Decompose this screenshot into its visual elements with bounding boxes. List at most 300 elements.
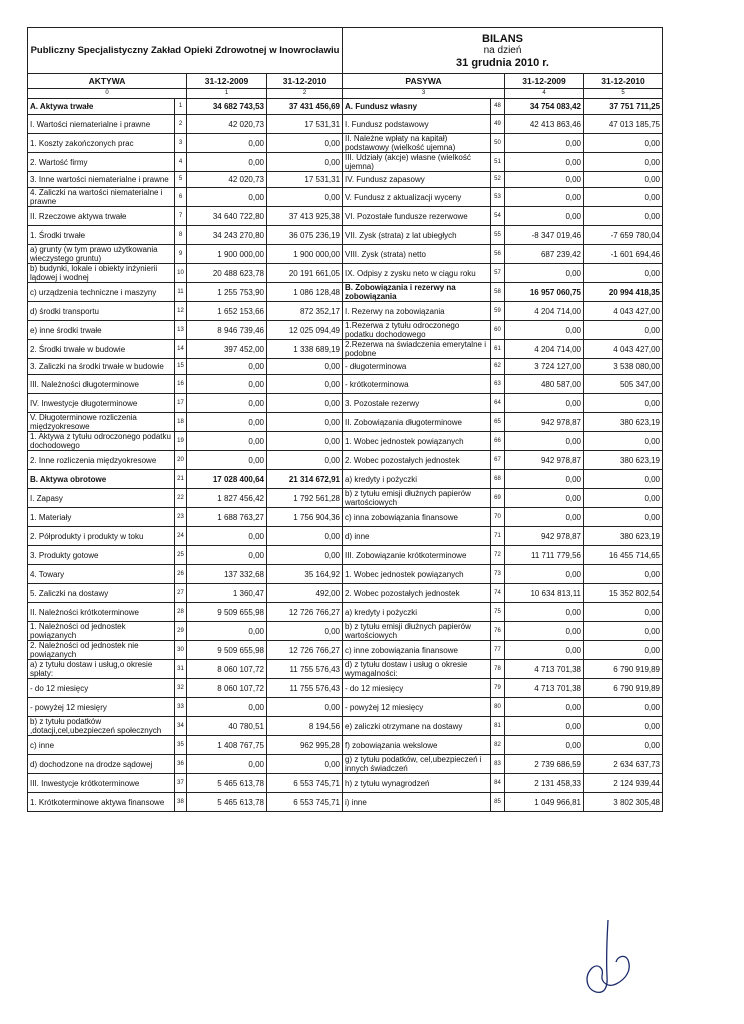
aktywa-value-2009: 1 688 763,27 xyxy=(187,508,267,527)
pasywa-label: 2. Wobec pozostałych jednostek xyxy=(343,584,491,603)
aktywa-row-number: 24 xyxy=(175,527,187,546)
aktywa-value-2009: 1 652 153,66 xyxy=(187,302,267,321)
aktywa-label: 1. Należności od jednostek powiązanych xyxy=(28,622,175,641)
aktywa-row-number: 8 xyxy=(175,226,187,245)
pasywa-row-number: 81 xyxy=(491,717,505,736)
aktywa-row-number: 11 xyxy=(175,283,187,302)
aktywa-value-2009: 1 408 767,75 xyxy=(187,736,267,755)
aktywa-row-number: 30 xyxy=(175,641,187,660)
pasywa-label: III. Zobowiązanie krótkoterminowe xyxy=(343,546,491,565)
pasywa-row-number: 66 xyxy=(491,432,505,451)
aktywa-value-2010: 12 726 766,27 xyxy=(267,603,343,622)
table-row xyxy=(28,565,663,584)
aktywa-value-2010: 12 726 766,27 xyxy=(267,641,343,660)
aktywa-value-2010: 0,00 xyxy=(267,134,343,153)
aktywa-value-2009: 0,00 xyxy=(187,188,267,207)
table-row xyxy=(28,736,663,755)
pasywa-value-2009: 0,00 xyxy=(505,717,584,736)
aktywa-value-2009: 8 060 107,72 xyxy=(187,660,267,679)
aktywa-row-number: 12 xyxy=(175,302,187,321)
aktywa-row-number: 25 xyxy=(175,546,187,565)
aktywa-label: c) urządzenia techniczne i maszyny xyxy=(28,283,175,302)
pasywa-value-2010: 0,00 xyxy=(584,394,663,413)
aktywa-value-2009: 34 640 722,80 xyxy=(187,207,267,226)
aktywa-label: 2. Wartość firmy xyxy=(28,153,175,172)
aktywa-row-number: 22 xyxy=(175,489,187,508)
table-row xyxy=(28,508,663,527)
aktywa-value-2009: 0,00 xyxy=(187,527,267,546)
aktywa-value-2009: 8 946 739,46 xyxy=(187,321,267,340)
pasywa-value-2009: 0,00 xyxy=(505,264,584,283)
pasywa-value-2010: 2 634 637,73 xyxy=(584,755,663,774)
pasywa-value-2009: 0,00 xyxy=(505,134,584,153)
pasywa-value-2009: 0,00 xyxy=(505,172,584,188)
pasywa-label: c) inna zobowiązania finansowe xyxy=(343,508,491,527)
table-row xyxy=(28,226,663,245)
aktywa-value-2009: 1 360,47 xyxy=(187,584,267,603)
aktywa-row-number: 38 xyxy=(175,793,187,812)
pasywa-value-2009: 2 131 458,33 xyxy=(505,774,584,793)
aktywa-value-2010: 0,00 xyxy=(267,359,343,375)
pasywa-value-2009: 42 413 863,46 xyxy=(505,115,584,134)
aktywa-row-number: 18 xyxy=(175,413,187,432)
table-row xyxy=(28,188,663,207)
table-row xyxy=(28,641,663,660)
pasywa-label: III. Udziały (akcje) własne (wielkość ujemna) xyxy=(343,153,491,172)
pasywa-row-number: 71 xyxy=(491,527,505,546)
aktywa-value-2010: 1 792 561,28 xyxy=(267,489,343,508)
aktywa-label: b) budynki, lokale i obiekty inżynierii lądowej i wodnej xyxy=(28,264,175,283)
pasywa-row-number: 59 xyxy=(491,302,505,321)
aktywa-row-number: 7 xyxy=(175,207,187,226)
aktywa-row-number: 1 xyxy=(175,99,187,115)
aktywa-row-number: 10 xyxy=(175,264,187,283)
pasywa-label: h) z tytułu wynagrodzeń xyxy=(343,774,491,793)
aktywa-row-number: 19 xyxy=(175,432,187,451)
table-row xyxy=(28,134,663,153)
table-row xyxy=(28,413,663,432)
pasywa-value-2010: 0,00 xyxy=(584,321,663,340)
table-row xyxy=(28,603,663,622)
aktywa-row-number: 33 xyxy=(175,698,187,717)
pasywa-value-2010: 4 043 427,00 xyxy=(584,302,663,321)
pasywa-value-2010: 0,00 xyxy=(584,153,663,172)
aktywa-row-number: 36 xyxy=(175,755,187,774)
aktywa-row-number: 15 xyxy=(175,359,187,375)
pasywa-value-2009: 0,00 xyxy=(505,188,584,207)
pasywa-label: a) kredyty i pożyczki xyxy=(343,603,491,622)
pasywa-value-2010: 0,00 xyxy=(584,264,663,283)
pasywa-label: 1. Wobec jednostek powiązanych xyxy=(343,432,491,451)
aktywa-value-2009: 34 243 270,80 xyxy=(187,226,267,245)
table-row xyxy=(28,622,663,641)
pasywa-value-2009: 0,00 xyxy=(505,622,584,641)
aktywa-row-number: 6 xyxy=(175,188,187,207)
table-row xyxy=(28,172,663,188)
pasywa-value-2009: 0,00 xyxy=(505,394,584,413)
pasywa-value-2009: 0,00 xyxy=(505,698,584,717)
aktywa-value-2010: 492,00 xyxy=(267,584,343,603)
pasywa-value-2009: 0,00 xyxy=(505,508,584,527)
balance-rows xyxy=(28,99,663,812)
aktywa-value-2009: 397 452,00 xyxy=(187,340,267,359)
aktywa-label: IV. Inwestycje długoterminowe xyxy=(28,394,175,413)
table-row xyxy=(28,527,663,546)
aktywa-label: d) środki transportu xyxy=(28,302,175,321)
pasywa-value-2010: 3 538 080,00 xyxy=(584,359,663,375)
pasywa-label: I. Fundusz podstawowy xyxy=(343,115,491,134)
pasywa-row-number: 74 xyxy=(491,584,505,603)
aktywa-value-2009: 9 509 655,98 xyxy=(187,603,267,622)
aktywa-value-2010: 37 413 925,38 xyxy=(267,207,343,226)
pasywa-value-2009: 0,00 xyxy=(505,489,584,508)
aktywa-value-2010: 11 755 576,43 xyxy=(267,679,343,698)
aktywa-value-2009: 5 465 613,78 xyxy=(187,774,267,793)
aktywa-value-2009: 0,00 xyxy=(187,413,267,432)
pasywa-value-2010: 380 623,19 xyxy=(584,527,663,546)
pasywa-label: f) zobowiązania wekslowe xyxy=(343,736,491,755)
aktywa-value-2010: 6 553 745,71 xyxy=(267,774,343,793)
aktywa-row-number: 29 xyxy=(175,622,187,641)
table-row xyxy=(28,451,663,470)
pasywa-row-number: 55 xyxy=(491,226,505,245)
pasywa-value-2010: 505 347,00 xyxy=(584,375,663,394)
pasywa-value-2009: 4 204 714,00 xyxy=(505,340,584,359)
aktywa-value-2009: 34 682 743,53 xyxy=(187,99,267,115)
pasywa-value-2010: 0,00 xyxy=(584,207,663,226)
pasywa-row-number: 82 xyxy=(491,736,505,755)
aktywa-value-2010: 0,00 xyxy=(267,394,343,413)
pasywa-value-2010: 0,00 xyxy=(584,736,663,755)
aktywa-label: 2. Środki trwałe w budowie xyxy=(28,340,175,359)
pasywa-label: b) z tytułu emisji dłużnych papierów wartościowych xyxy=(343,489,491,508)
aktywa-label: III. Inwestycje krótkoterminowe xyxy=(28,774,175,793)
aktywa-row-number: 26 xyxy=(175,565,187,584)
pasywa-value-2009: 0,00 xyxy=(505,470,584,489)
aktywa-label: II. Należności krótkoterminowe xyxy=(28,603,175,622)
pasywa-value-2009: 4 713 701,38 xyxy=(505,679,584,698)
pasywa-value-2010: 0,00 xyxy=(584,508,663,527)
aktywa-value-2009: 42 020,73 xyxy=(187,172,267,188)
aktywa-value-2009: 5 465 613,78 xyxy=(187,793,267,812)
pasywa-label: IV. Fundusz zapasowy xyxy=(343,172,491,188)
aktywa-value-2009: 0,00 xyxy=(187,698,267,717)
aktywa-label: I. Zapasy xyxy=(28,489,175,508)
pasywa-value-2009: 480 587,00 xyxy=(505,375,584,394)
aktywa-value-2009: 1 827 456,42 xyxy=(187,489,267,508)
pasywa-value-2009: 11 711 779,56 xyxy=(505,546,584,565)
pasywa-row-number: 85 xyxy=(491,793,505,812)
aktywa-value-2009: 0,00 xyxy=(187,375,267,394)
pasywa-value-2010: 0,00 xyxy=(584,172,663,188)
aktywa-value-2009: 0,00 xyxy=(187,451,267,470)
table-row xyxy=(28,153,663,172)
pasywa-value-2009: 687 239,42 xyxy=(505,245,584,264)
pasywa-label: - do 12 miesięcy xyxy=(343,679,491,698)
aktywa-value-2010: 21 314 672,91 xyxy=(267,470,343,489)
pasywa-row-number: 67 xyxy=(491,451,505,470)
aktywa-value-2010: 0,00 xyxy=(267,527,343,546)
pasywa-row-number: 69 xyxy=(491,489,505,508)
pasywa-label: d) z tytułu dostaw i usług o okresie wymagalności: xyxy=(343,660,491,679)
pasywa-label: VII. Zysk (strata) z lat ubiegłych xyxy=(343,226,491,245)
aktywa-row-number: 4 xyxy=(175,153,187,172)
pasywa-value-2010: 0,00 xyxy=(584,717,663,736)
aktywa-value-2010: 17 531,31 xyxy=(267,115,343,134)
pasywa-value-2010: 0,00 xyxy=(584,188,663,207)
pasywa-row-number: 68 xyxy=(491,470,505,489)
aktywa-label: - do 12 miesięcy xyxy=(28,679,175,698)
aktywa-row-number: 16 xyxy=(175,375,187,394)
pasywa-label: a) kredyty i pożyczki xyxy=(343,470,491,489)
pasywa-label: - powyżej 12 miesięcy xyxy=(343,698,491,717)
aktywa-label: I. Wartości niematerialne i prawne xyxy=(28,115,175,134)
aktywa-label: III. Należności długoterminowe xyxy=(28,375,175,394)
aktywa-value-2010: 0,00 xyxy=(267,698,343,717)
pasywa-row-number: 83 xyxy=(491,755,505,774)
pasywa-value-2010: 47 013 185,75 xyxy=(584,115,663,134)
aktywa-value-2010: 35 164,92 xyxy=(267,565,343,584)
pasywa-row-number: 80 xyxy=(491,698,505,717)
aktywa-label: B. Aktywa obrotowe xyxy=(28,470,175,489)
pasywa-value-2010: 0,00 xyxy=(584,565,663,584)
aktywa-value-2010: 11 755 576,43 xyxy=(267,660,343,679)
aktywa-value-2009: 0,00 xyxy=(187,359,267,375)
pasywa-value-2010: 15 352 802,54 xyxy=(584,584,663,603)
aktywa-value-2009: 17 028 400,64 xyxy=(187,470,267,489)
pasywa-value-2010: 37 751 711,25 xyxy=(584,99,663,115)
aktywa-value-2010: 0,00 xyxy=(267,413,343,432)
pasywa-row-number: 61 xyxy=(491,340,505,359)
aktywa-value-2010: 1 338 689,19 xyxy=(267,340,343,359)
pasywa-row-number: 75 xyxy=(491,603,505,622)
aktywa-label: d) dochodzone na drodze sądowej xyxy=(28,755,175,774)
table-row xyxy=(28,432,663,451)
pasywa-value-2010: 20 994 418,35 xyxy=(584,283,663,302)
pasywa-row-number: 52 xyxy=(491,172,505,188)
index-cell: 5 xyxy=(584,89,663,99)
table-row xyxy=(28,359,663,375)
pasywa-label: V. Fundusz z aktualizacji wyceny xyxy=(343,188,491,207)
aktywa-label: b) z tytułu podatków ,dotacji,cel,ubezpieczeń społecznych xyxy=(28,717,175,736)
index-cell: 2 xyxy=(267,89,343,99)
aktywa-value-2009: 1 255 753,90 xyxy=(187,283,267,302)
handwritten-signature xyxy=(582,918,638,996)
pasywa-header: PASYWA xyxy=(343,74,505,89)
index-cell: 4 xyxy=(505,89,584,99)
aktywa-value-2009: 40 780,51 xyxy=(187,717,267,736)
aktywa-value-2010: 0,00 xyxy=(267,755,343,774)
pasywa-label: 1.Rezerwa z tytułu odroczonego podatku dochodowego xyxy=(343,321,491,340)
pasywa-value-2010: 4 043 427,00 xyxy=(584,340,663,359)
aktywa-value-2010: 6 553 745,71 xyxy=(267,793,343,812)
pasywa-row-number: 50 xyxy=(491,134,505,153)
pasywa-value-2009: 4 204 714,00 xyxy=(505,302,584,321)
pasywa-label: 1. Wobec jednostek powiązanych xyxy=(343,565,491,584)
pasywa-label: e) zaliczki otrzymane na dostawy xyxy=(343,717,491,736)
pasywa-value-2009: 4 713 701,38 xyxy=(505,660,584,679)
pasywa-row-number: 56 xyxy=(491,245,505,264)
balance-table xyxy=(27,27,663,812)
index-cell: 1 xyxy=(187,89,267,99)
aktywa-label: 1. Aktywa z tytułu odroczonego podatku dochodowego xyxy=(28,432,175,451)
pasywa-row-number: 62 xyxy=(491,359,505,375)
pasywa-label: b) z tytułu emisji dłużnych papierów wartościowych xyxy=(343,622,491,641)
pasywa-value-2010: 0,00 xyxy=(584,134,663,153)
table-row xyxy=(28,470,663,489)
pasywa-value-2009: 0,00 xyxy=(505,432,584,451)
aktywa-value-2009: 20 488 623,78 xyxy=(187,264,267,283)
table-row xyxy=(28,584,663,603)
aktywa-value-2010: 0,00 xyxy=(267,188,343,207)
pasywa-label: - krótkoterminowa xyxy=(343,375,491,394)
pasywa-label: II. Należne wpłaty na kapitał) podstawowy (wielkość ujemna) xyxy=(343,134,491,153)
pasywa-row-number: 73 xyxy=(491,565,505,584)
pasywa-row-number: 58 xyxy=(491,283,505,302)
pasywa-value-2010: 380 623,19 xyxy=(584,413,663,432)
aktywa-value-2010: 17 531,31 xyxy=(267,172,343,188)
pasywa-row-number: 54 xyxy=(491,207,505,226)
pasywa-2010-header: 31-12-2010 xyxy=(584,74,663,89)
aktywa-label: V. Długoterminowe rozliczenia międzyokresowe xyxy=(28,413,175,432)
pasywa-row-number: 79 xyxy=(491,679,505,698)
pasywa-value-2009: 16 957 060,75 xyxy=(505,283,584,302)
table-row xyxy=(28,698,663,717)
table-row xyxy=(28,717,663,736)
aktywa-value-2010: 1 086 128,48 xyxy=(267,283,343,302)
aktywa-row-number: 14 xyxy=(175,340,187,359)
pasywa-value-2010: 6 790 919,89 xyxy=(584,660,663,679)
pasywa-value-2009: 0,00 xyxy=(505,565,584,584)
aktywa-row-number: 34 xyxy=(175,717,187,736)
pasywa-row-number: 63 xyxy=(491,375,505,394)
aktywa-row-number: 35 xyxy=(175,736,187,755)
pasywa-value-2010: -1 601 694,46 xyxy=(584,245,663,264)
table-row xyxy=(28,489,663,508)
aktywa-label: a) z tytułu dostaw i usług,o okresie spłaty: xyxy=(28,660,175,679)
pasywa-label: IX. Odpisy z zysku neto w ciągu roku xyxy=(343,264,491,283)
aktywa-2010-header: 31-12-2010 xyxy=(267,74,343,89)
pasywa-row-number: 48 xyxy=(491,99,505,115)
aktywa-row-number: 23 xyxy=(175,508,187,527)
aktywa-label: 1. Koszty zakończonych prac xyxy=(28,134,175,153)
pasywa-value-2009: 0,00 xyxy=(505,153,584,172)
pasywa-value-2010: 16 455 714,65 xyxy=(584,546,663,565)
pasywa-label: B. Zobowiązania i rezerwy na zobowiązania xyxy=(343,283,491,302)
aktywa-row-number: 17 xyxy=(175,394,187,413)
table-row xyxy=(28,793,663,812)
aktywa-row-number: 28 xyxy=(175,603,187,622)
aktywa-value-2010: 12 025 094,49 xyxy=(267,321,343,340)
aktywa-value-2009: 0,00 xyxy=(187,134,267,153)
pasywa-value-2010: 0,00 xyxy=(584,470,663,489)
aktywa-value-2009: 0,00 xyxy=(187,394,267,413)
table-row xyxy=(28,340,663,359)
pasywa-row-number: 64 xyxy=(491,394,505,413)
aktywa-value-2009: 0,00 xyxy=(187,755,267,774)
aktywa-value-2010: 37 431 456,69 xyxy=(267,99,343,115)
aktywa-row-number: 27 xyxy=(175,584,187,603)
aktywa-label: II. Rzeczowe aktywa trwałe xyxy=(28,207,175,226)
pasywa-value-2010: 380 623,19 xyxy=(584,451,663,470)
pasywa-row-number: 70 xyxy=(491,508,505,527)
aktywa-label: e) inne środki trwałe xyxy=(28,321,175,340)
aktywa-row-number: 37 xyxy=(175,774,187,793)
aktywa-value-2009: 0,00 xyxy=(187,622,267,641)
aktywa-label: 4. Towary xyxy=(28,565,175,584)
aktywa-value-2010: 8 194,56 xyxy=(267,717,343,736)
date-line-2: 31 grudnia 2010 r. xyxy=(456,56,549,69)
pasywa-value-2009: 0,00 xyxy=(505,321,584,340)
table-row xyxy=(28,321,663,340)
aktywa-value-2009: 0,00 xyxy=(187,432,267,451)
aktywa-value-2010: 0,00 xyxy=(267,432,343,451)
pasywa-row-number: 65 xyxy=(491,413,505,432)
aktywa-value-2010: 0,00 xyxy=(267,451,343,470)
institution-name: Publiczny Specjalistyczny Zakład Opieki Zdrowotnej w Inowrocławiu xyxy=(28,28,343,74)
aktywa-value-2010: 0,00 xyxy=(267,375,343,394)
pasywa-value-2009: 942 978,87 xyxy=(505,527,584,546)
aktywa-row-number: 13 xyxy=(175,321,187,340)
index-cell: 0 xyxy=(28,89,187,99)
pasywa-value-2010: 0,00 xyxy=(584,698,663,717)
aktywa-value-2009: 9 509 655,98 xyxy=(187,641,267,660)
table-row xyxy=(28,375,663,394)
balance-sheet xyxy=(27,27,662,812)
pasywa-label: A. Fundusz własny xyxy=(343,99,491,115)
pasywa-row-number: 77 xyxy=(491,641,505,660)
aktywa-row-number: 9 xyxy=(175,245,187,264)
aktywa-label: 1. Krótkoterminowe aktywa finansowe xyxy=(28,793,175,812)
pasywa-value-2009: 1 049 966,81 xyxy=(505,793,584,812)
aktywa-label: c) inne xyxy=(28,736,175,755)
aktywa-value-2010: 0,00 xyxy=(267,622,343,641)
table-row xyxy=(28,394,663,413)
pasywa-row-number: 51 xyxy=(491,153,505,172)
aktywa-value-2010: 1 900 000,00 xyxy=(267,245,343,264)
aktywa-value-2009: 1 900 000,00 xyxy=(187,245,267,264)
aktywa-label: a) grunty (w tym prawo użytkowania wieczystego gruntu) xyxy=(28,245,175,264)
aktywa-label: 1. Środki trwałe xyxy=(28,226,175,245)
pasywa-row-number: 53 xyxy=(491,188,505,207)
pasywa-label: c) inne zobowiązania finansowe xyxy=(343,641,491,660)
aktywa-row-number: 3 xyxy=(175,134,187,153)
document-title: BILANS xyxy=(482,32,523,45)
aktywa-2009-header: 31-12-2009 xyxy=(187,74,267,89)
pasywa-row-number: 84 xyxy=(491,774,505,793)
aktywa-value-2010: 0,00 xyxy=(267,546,343,565)
pasywa-value-2010: 0,00 xyxy=(584,432,663,451)
table-row xyxy=(28,245,663,264)
aktywa-value-2009: 0,00 xyxy=(187,153,267,172)
pasywa-row-number: 76 xyxy=(491,622,505,641)
pasywa-value-2010: -7 659 780,04 xyxy=(584,226,663,245)
aktywa-label: 3. Inne wartości niematerialne i prawne xyxy=(28,172,175,188)
aktywa-value-2010: 36 075 236,19 xyxy=(267,226,343,245)
pasywa-value-2010: 0,00 xyxy=(584,641,663,660)
aktywa-label: 5. Zaliczki na dostawy xyxy=(28,584,175,603)
pasywa-value-2009: 0,00 xyxy=(505,641,584,660)
pasywa-value-2009: 3 724 127,00 xyxy=(505,359,584,375)
aktywa-label: 2. Półprodukty i produkty w toku xyxy=(28,527,175,546)
pasywa-value-2009: 2 739 686,59 xyxy=(505,755,584,774)
aktywa-value-2009: 0,00 xyxy=(187,546,267,565)
aktywa-label: 4. Zaliczki na wartości niematerialne i prawne xyxy=(28,188,175,207)
pasywa-value-2010: 6 790 919,89 xyxy=(584,679,663,698)
aktywa-header: AKTYWA xyxy=(28,74,187,89)
aktywa-row-number: 20 xyxy=(175,451,187,470)
aktywa-value-2010: 20 191 661,05 xyxy=(267,264,343,283)
